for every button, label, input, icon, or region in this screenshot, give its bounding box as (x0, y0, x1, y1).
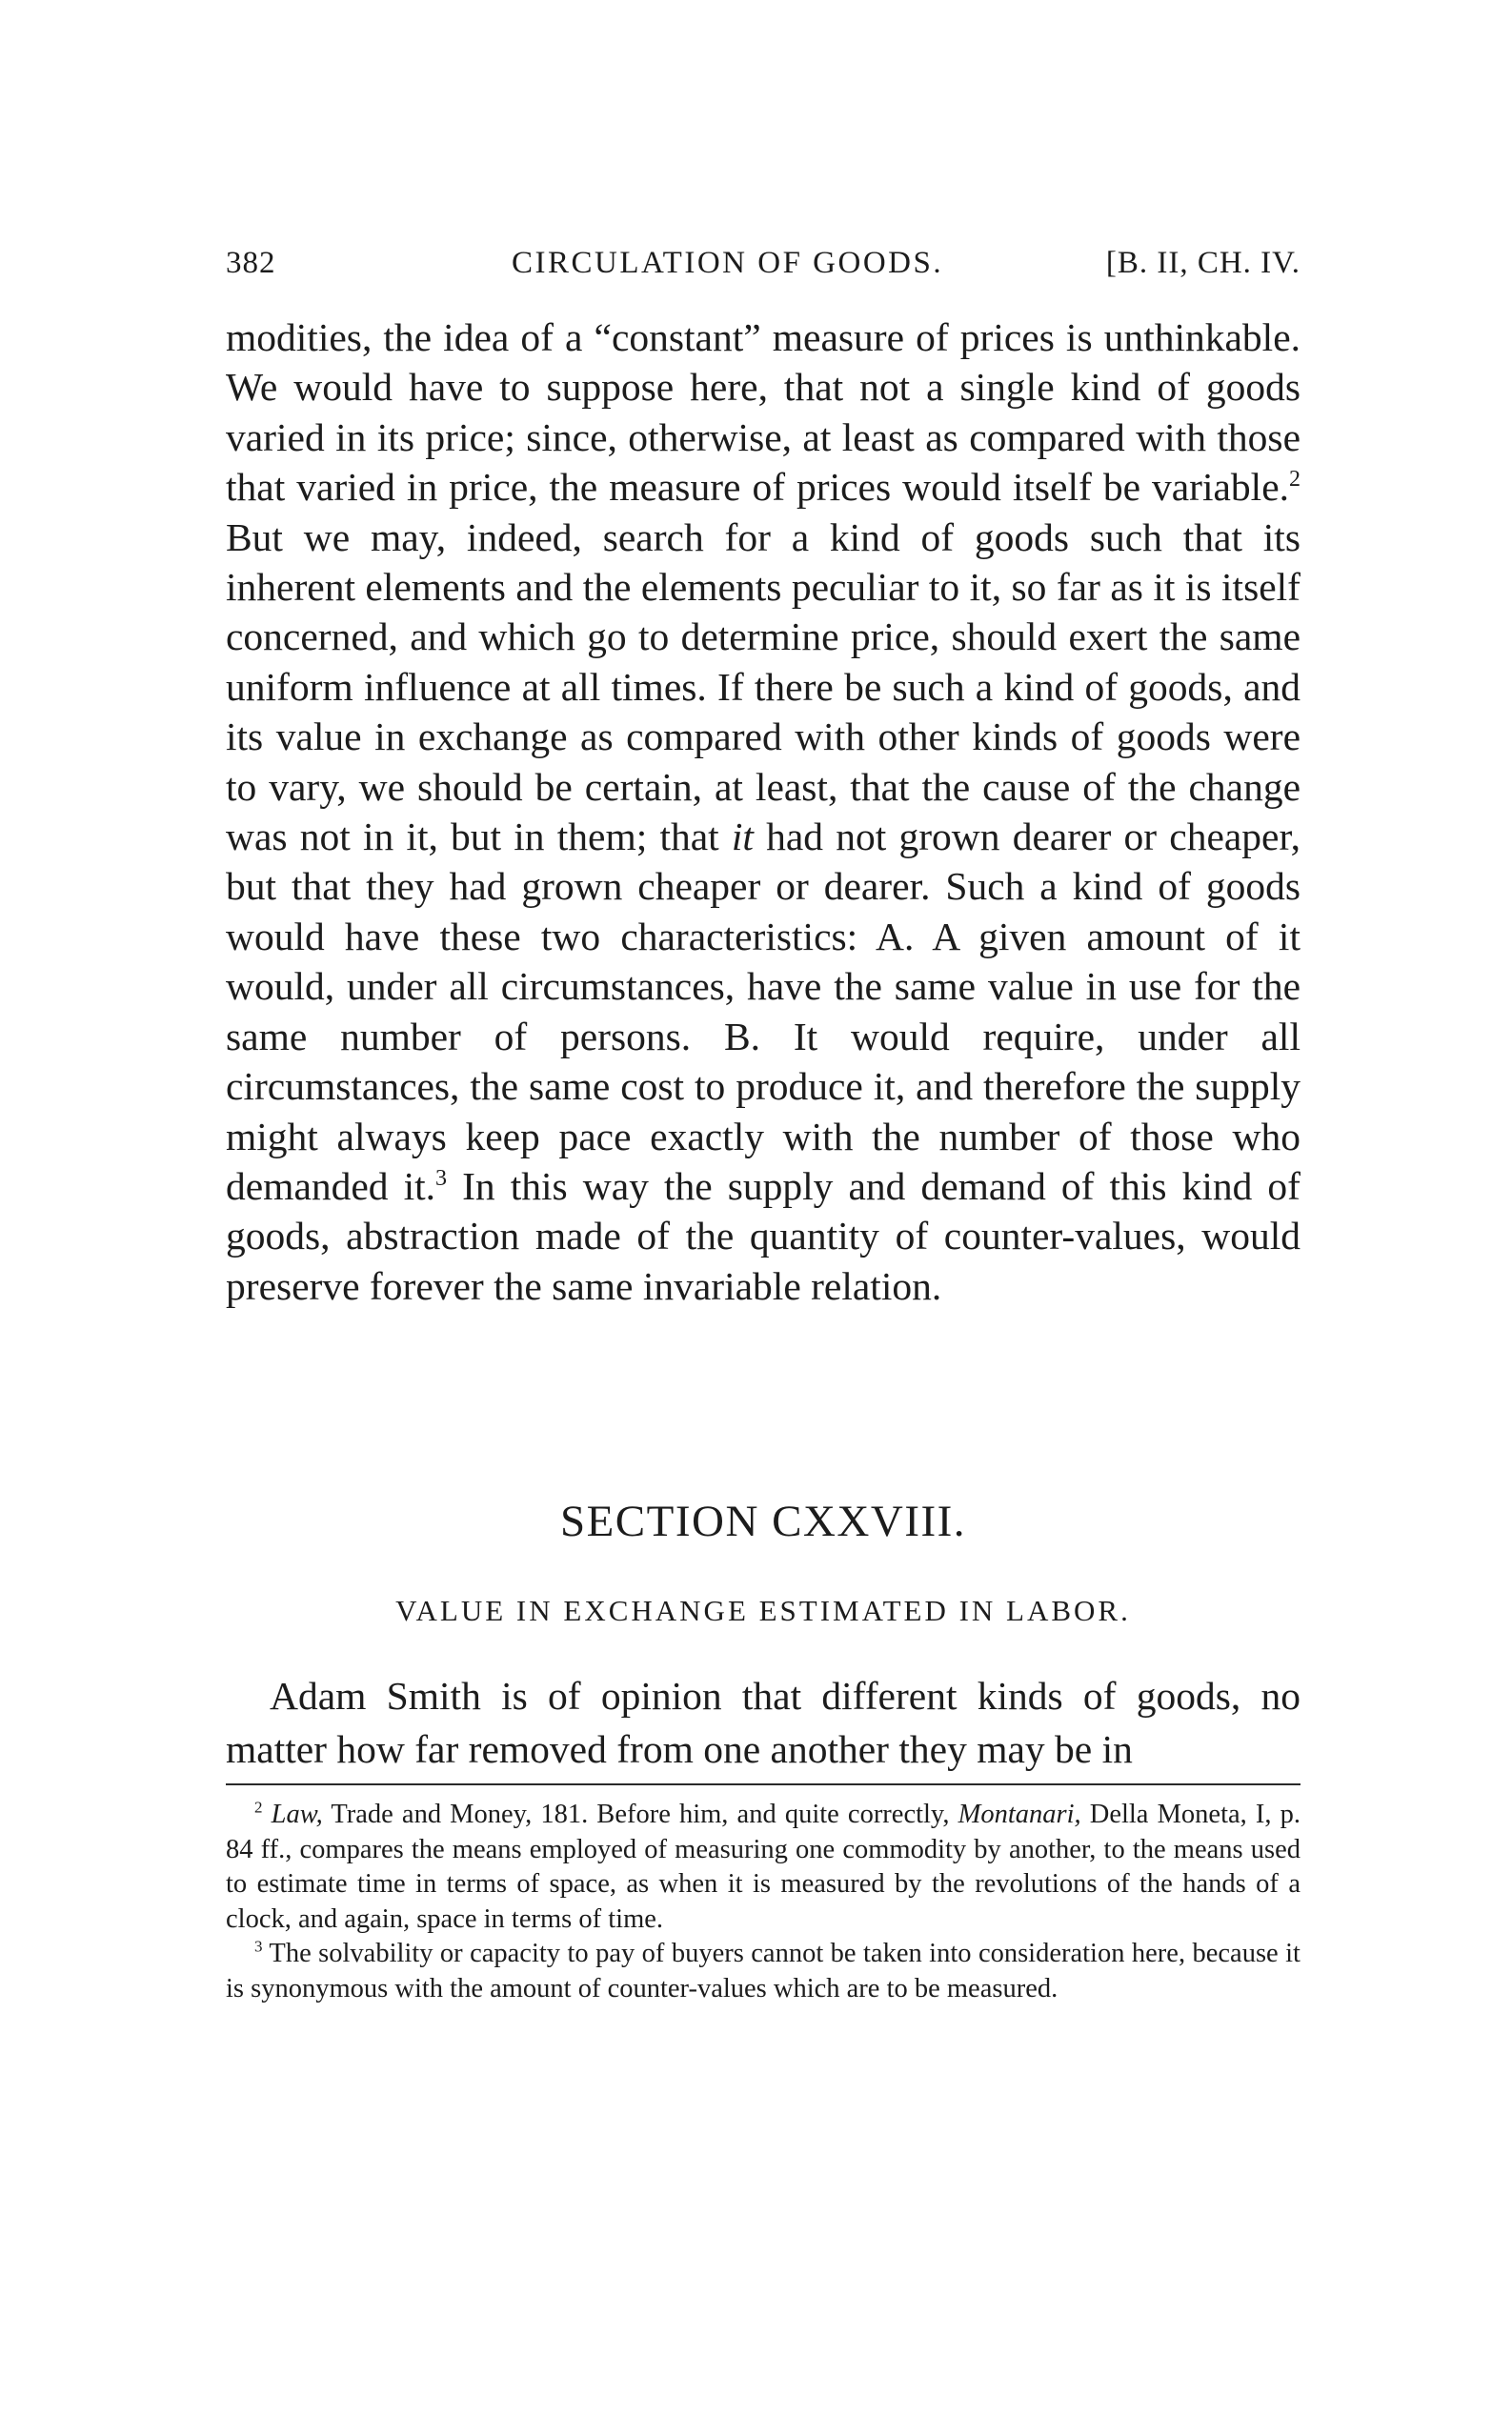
footnote-3 (226, 1937, 1300, 2006)
text-segment: modities, the idea of a “constant” measure of prices is unthinkable. We would have to suppose here, that not a single kind of goods varied in its price; since, otherwise, at least as compared with those that varied in price, the measure of prices would itself be variable. (226, 315, 1300, 510)
section-subheading: VALUE IN EXCHANGE ESTIMATED IN LABOR. (395, 1594, 1131, 1627)
footnote-text: The solvability or capacity to pay of buyers cannot be taken into consideration here, because it is synonymous with the amount of counter-values which are to be measured. (226, 1939, 1300, 2003)
footnote-divider (226, 1783, 1300, 1785)
section-paragraph (226, 1669, 1300, 1776)
footnote-ref-3: 3 (435, 1166, 448, 1192)
page-number: 382 (226, 246, 276, 280)
footnote-marker: 3 (254, 1937, 263, 1956)
footnotes (226, 1798, 1300, 2007)
section-text: Adam Smith is of opinion that different kinds of goods, no matter how far removed from one another they may be in (226, 1674, 1300, 1771)
footnote-author: Law, (271, 1800, 323, 1829)
main-paragraph (226, 312, 1300, 1311)
footnote-author: Montanari, (958, 1800, 1081, 1829)
emphasis-it: it (731, 815, 754, 859)
footnote-ref-2: 2 (1289, 467, 1300, 493)
footnote-text: Della Moneta, I, p. 84 ff., compares the means employed of measuring one commodity by another, to the means used to estimate time in terms of space, as when it is measured by the revolutions of the hands of a clock, and again, space in terms of time. (226, 1800, 1300, 1934)
text-segment: In this way the supply and demand of this kind of goods, abstraction made of the quantity of counter-values, would preserve forever the same invariable relation. (226, 1163, 1300, 1308)
running-title: CIRCULATION OF GOODS. (512, 246, 944, 280)
paragraph-text (226, 312, 1300, 1311)
text-segment: had not grown dearer or cheaper, but that they had grown cheaper or dearer. Such a kind of goods would have these two characteristics: A. A given amount of it would, under all circumstances, have the same value in use for the same number of persons. B. It would require, under all circumstances, the same cost to produce it, and therefore the supply might always keep pace exactly with the number of those who demanded it. (226, 815, 1301, 1208)
running-head (226, 246, 1300, 284)
text-segment: But we may, indeed, search for a kind of goods such that its inherent elements and the elements peculiar to it, so far as it is itself concerned, and which go to determine price, should exert the same uniform influence at all times. If there be such a kind of goods, and its value in exchange as compared with other kinds of goods were to vary, we should be certain, at least, that the cause of the change was not in it, but in them; that (226, 514, 1300, 859)
footnote-marker: 2 (254, 1798, 263, 1817)
footnote-text: Trade and Money, 181. Before him, and quite correctly, (322, 1800, 958, 1829)
chapter-reference: [B. II, CH. IV. (1105, 246, 1300, 280)
footnote-2 (226, 1798, 1300, 1937)
section-heading: SECTION CXXVIII. (559, 1497, 967, 1546)
